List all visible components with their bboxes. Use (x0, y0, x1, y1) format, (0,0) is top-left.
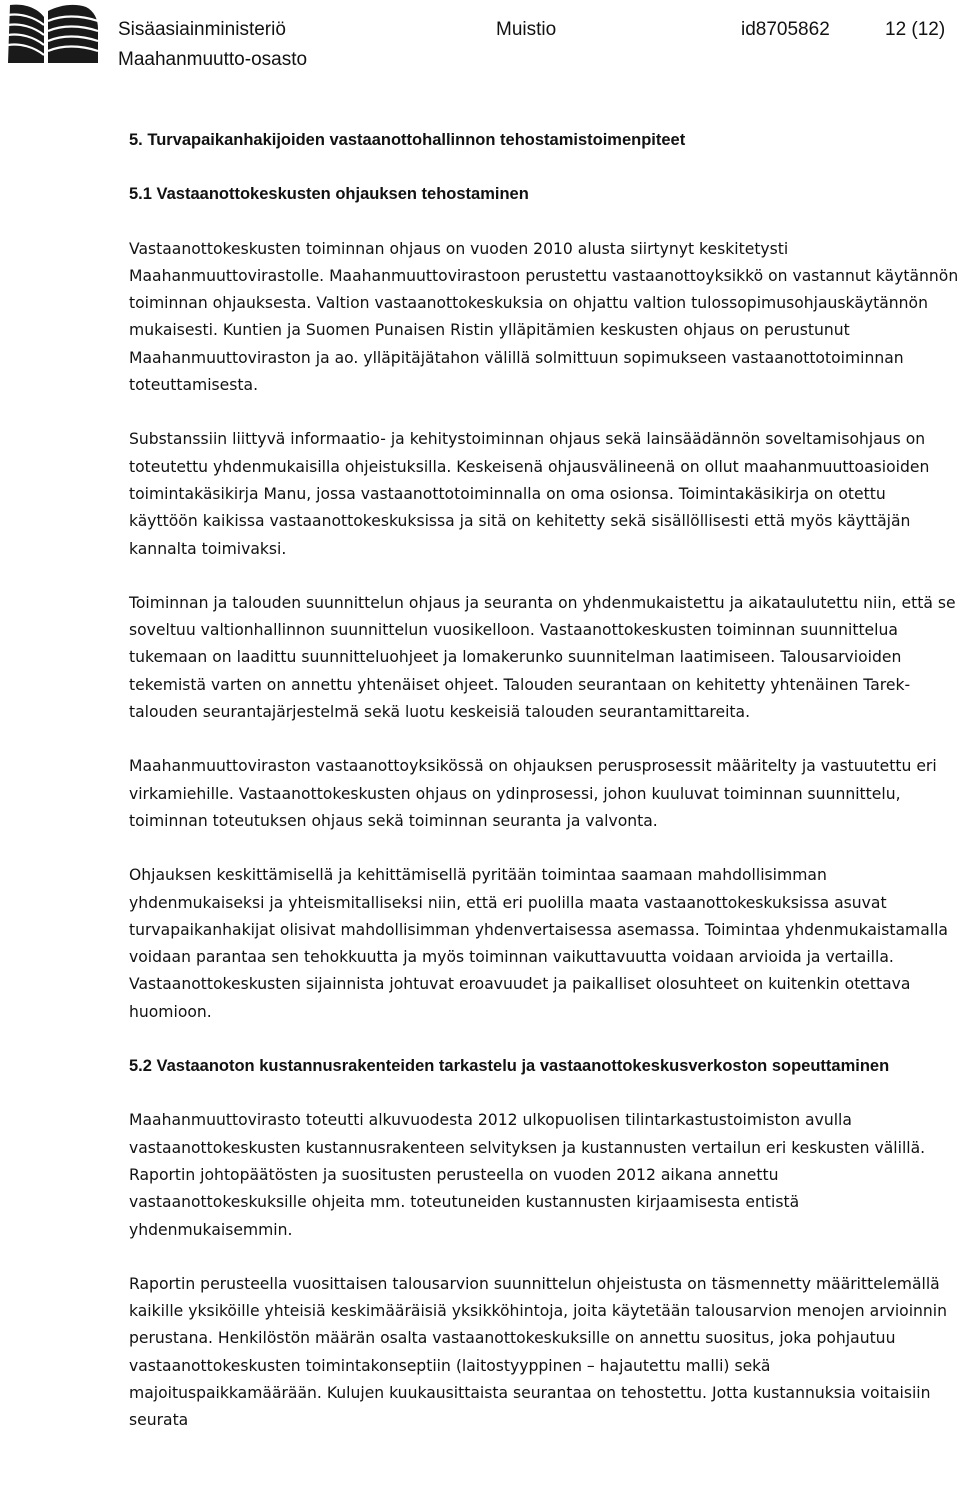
department-name: Maahanmuutto-osasto (118, 49, 308, 70)
paragraph: Vastaanottokeskusten toiminnan ohjaus on vuoden 2010 alusta siirtynyt keskitetysti Maahanmuuttovirastolle. Maahanmuuttovirastoon perustettu vastaanottoyksikkö on vastannut käytännön toiminnan ohjauksesta. Valtion vastaanottokeskuksia on ohjattu valtion tulossopimusohjauskäytännön mukaisesti. Kuntien ja Suomen Punaisen Ristin ylläpitämien keskusten ohjaus on perustunut Maahanmuuttoviraston ja ao. ylläpitäjätahon välillä solmittuun sopimukseen vastaanottotoiminnan toteuttamisesta. (129, 239, 959, 395)
document-type: Muistio (496, 19, 557, 40)
section-5-2-heading: 5.2 Vastaanoton kustannusrakenteiden tarkastelu ja vastaanottokeskusverkoston sopeuttaminen (129, 1057, 890, 1076)
section-5-heading: 5. Turvapaikanhakijoiden vastaanottohallinnon tehostamistoimenpiteet (129, 131, 686, 149)
ministry-logo (4, 3, 102, 65)
paragraph: Maahanmuuttovirasto toteutti alkuvuodesta 2012 ulkopuolisen tilintarkastustoimiston avulla vastaanottokeskusten kustannusrakenteen selvityksen ja kustannusten vertailun eri keskusten välillä. Raportin johtopäätösten ja suositusten perusteella on vuoden 2012 aikana annettu vastaanottokeskuksille ohjeita mm. toteutuneiden kustannusten kirjaamisesta entistä yhdenmukaisemmin. (129, 1111, 926, 1239)
paragraph: Substanssiin liittyvä informaatio- ja kehitystoiminnan ohjaus sekä lainsäädännön soveltamisohjaus on toteutettu yhdenmukaisilla ohjeistuksilla. Keskeisenä ohjausvälineenä on ollut maahanmuuttoasioiden toimintakäsikirja Manu, jossa vastaanottotoiminnalla on oma osionsa. Toimintakäsikirja on otettu käyttöön kaikissa vastaanottokeskuksissa ja sitä on kehitetty sekä sisällöllisesti että myös käyttäjän kannalta toimivaksi. (129, 430, 930, 558)
page-number: 12 (12) (885, 19, 946, 40)
paragraph: Raportin perusteella vuosittaisen talousarvion suunnittelun ohjeistusta on täsmennetty määrittelemällä kaikille yksiköille yhteisiä keskimääräisiä yksikköhintoja, joita käytetään talousarvion menojen arvioinnin perustana. Henkilöstön määrän osalta vastaanottokeskuksille on annettu suositus, joka pohjautuu vastaanottokeskusten toimintakonseptiin (laitostyyppinen – hajautettu malli) sekä majoituspaikkamäärään. Kulujen kuukausittaista seurantaa on tehostettu. Jotta kustannuksia voitaisiin seurata (129, 1274, 948, 1430)
paragraph: Maahanmuuttoviraston vastaanottoyksikössä on ohjauksen perusprosessit määritelty ja vastuutettu eri virkamiehille. Vastaanottokeskusten ohjaus on ydinprosessi, johon kuuluvat toiminnan suunnittelu, toiminnan toteutuksen ohjaus sekä toiminnan seuranta ja valvonta. (129, 757, 937, 830)
document-id: id8705862 (741, 19, 830, 40)
section-5-1-heading: 5.1 Vastaanottokeskusten ohjauksen tehostaminen (129, 185, 529, 204)
document-body (129, 127, 959, 1462)
paragraph: Ohjauksen keskittämisellä ja kehittämisellä pyritään toimintaa saamaan mahdollisimman yhdenmukaiseksi ja yhteismitalliseksi niin, että eri puolilla maata vastaanottokeskuksissa asuvat turvapaikanhakijat olisivat mahdollisimman yhdenvertaisessa asemassa. Toimintaa yhdenmukaistamalla voidaan parantaa sen tehokkuutta ja myös toiminnan vaikuttavuutta voidaan arvioida ja vertailla. Vastaanottokeskusten sijainnista johtuvat eroavuudet ja paikalliset olosuhteet on kuitenkin otettava huomioon. (129, 866, 948, 1021)
paragraph: Toiminnan ja talouden suunnittelun ohjaus ja seuranta on yhdenmukaistettu ja aikataulutettu niin, että se soveltuu valtionhallinnon suunnittelun vuosikelloon. Vastaanottokeskusten toiminnan suunnittelua tukemaan on laadittu suunnitteluohjeet ja lomakerunko suunnitelman laatimiseen. Talousarvioiden tekemistä varten on annettu yhtenäiset ohjeet. Talouden seurantaan on kehitetty yhtenäinen Tarek-talouden seurantajärjestelmä sekä luotu keskeisiä talouden seurantamittareita. (129, 593, 956, 722)
ministry-name: Sisäasiainministeriö (118, 19, 286, 40)
